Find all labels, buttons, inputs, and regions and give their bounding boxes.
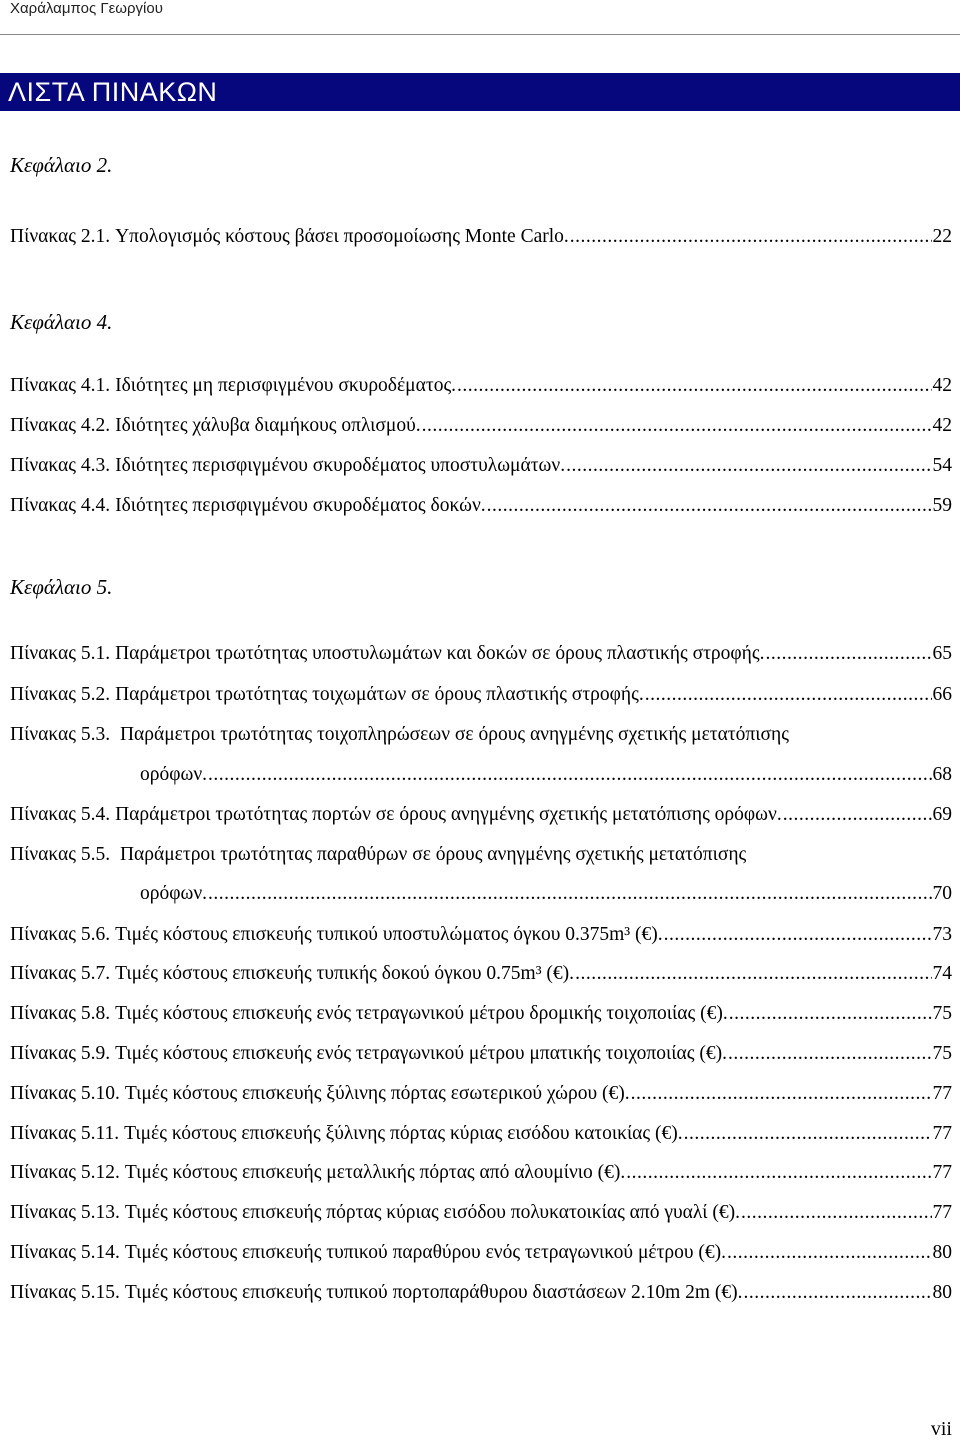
dot-leader xyxy=(664,924,932,946)
table-label: Πίνακας 4.3. xyxy=(10,455,111,476)
table-label: Πίνακας 2.1. xyxy=(10,226,111,247)
table-title: Παράμετροι τρωτότητας τοιχοπληρώσεων σε όρους ανηγμένης σχετικής μετατόπισης xyxy=(119,724,789,745)
dot-leader xyxy=(729,1003,932,1025)
toc-entry[interactable] xyxy=(10,1282,952,1304)
table-title: Ιδιότητες μη περισφιγμένου σκυροδέματος. xyxy=(115,375,457,396)
page-ref: 66 xyxy=(932,684,952,705)
dot-leader xyxy=(744,1282,932,1304)
table-title: Τιμές κόστους επισκευής τυπικού υποστυλώματος όγκου 0.375m³ (€). xyxy=(115,924,663,945)
dot-leader xyxy=(208,883,931,905)
table-title: Τιμές κόστους επισκευής ξύλινης πόρτας εσωτερικού χώρου (€). xyxy=(124,1083,630,1104)
table-label: Πίνακας 5.3. xyxy=(10,724,111,745)
toc-entry[interactable] xyxy=(10,1162,952,1184)
dot-leader xyxy=(783,804,932,826)
table-title: Τιμές κόστους επισκευής πόρτας κύριας εισόδου πολυκατοικίας από γυαλί (€). xyxy=(124,1202,741,1223)
table-label: Πίνακας 4.2. xyxy=(10,415,111,436)
table-label: Πίνακας 5.6. xyxy=(10,924,111,945)
table-label: Πίνακας 5.9. xyxy=(10,1043,111,1064)
table-label: Πίνακας 5.4. xyxy=(10,804,111,825)
table-title: Τιμές κόστους επισκευής ξύλινης πόρτας κύριας εισόδου κατοικίας (€). xyxy=(124,1123,683,1144)
dot-leader xyxy=(684,1123,932,1145)
table-label: Πίνακας 5.13. xyxy=(10,1202,120,1223)
table-title-continuation: ορόφων. xyxy=(140,883,208,904)
chapter-heading: Κεφάλαιο 2. xyxy=(10,153,113,177)
dot-leader xyxy=(727,1242,931,1264)
table-title: Τιμές κόστους επισκευής ενός τετραγωνικού μέτρου μπατικής τοιχοποιίας (€). xyxy=(115,1043,727,1064)
toc-entry[interactable] xyxy=(10,643,952,665)
page-ref: 74 xyxy=(932,963,952,984)
toc-entry[interactable] xyxy=(10,1043,952,1065)
page-ref: 73 xyxy=(932,924,952,945)
table-label: Πίνακας 5.15. xyxy=(10,1282,120,1303)
dot-leader xyxy=(422,415,932,437)
table-title: Ιδιότητες χάλυβα διαμήκους οπλισμού. xyxy=(115,415,421,436)
table-label: Πίνακας 5.2. xyxy=(10,684,111,705)
page-ref: 77 xyxy=(932,1123,952,1144)
table-title: Υπολογισμός κόστους βάσει προσομοίωσης Monte Carlo. xyxy=(115,226,569,247)
toc-entry[interactable] xyxy=(10,724,952,746)
toc-entry[interactable] xyxy=(10,1202,952,1224)
page-ref: 77 xyxy=(932,1162,952,1183)
table-label: Πίνακας 5.7. xyxy=(10,963,111,984)
page-ref: 80 xyxy=(932,1242,952,1263)
toc-entry[interactable] xyxy=(10,684,952,706)
dot-leader xyxy=(645,684,932,706)
table-title: Παράμετροι τρωτότητας υποστυλωμάτων και δοκών σε όρους πλαστικής στροφής. xyxy=(115,643,765,664)
toc-entry[interactable] xyxy=(10,495,952,517)
dot-leader xyxy=(575,963,931,985)
table-title: Παράμετροι τρωτότητας τοιχωμάτων σε όρους πλαστικής στροφής. xyxy=(115,684,644,705)
page-title: ΛΙΣΤΑ ΠΙΝΑΚΩΝ xyxy=(0,73,960,111)
table-title: Παράμετροι τρωτότητας πορτών σε όρους ανηγμένης σχετικής μετατόπισης ορόφων. xyxy=(115,804,782,825)
table-label: Πίνακας 5.5. xyxy=(10,844,111,865)
dot-leader xyxy=(457,375,931,397)
page-number: vii xyxy=(930,1418,952,1440)
table-label: Πίνακας 4.4. xyxy=(10,495,111,516)
table-title: Τιμές κόστους επισκευής μεταλλικής πόρτας από αλουμίνιο (€). xyxy=(124,1162,626,1183)
toc-entry-continuation[interactable] xyxy=(140,883,952,905)
table-title: Παράμετροι τρωτότητας παραθύρων σε όρους ανηγμένης σχετικής μετατόπισης xyxy=(119,844,747,865)
table-title: Τιμές κόστους επισκευής τυπικού παραθύρου ενός τετραγωνικού μέτρου (€). xyxy=(124,1242,727,1263)
page-ref: 69 xyxy=(932,804,952,825)
table-title-continuation: ορόφων. xyxy=(140,764,208,785)
dot-leader xyxy=(626,1162,931,1184)
table-title: Ιδιότητες περισφιγμένου σκυροδέματος δοκών. xyxy=(115,495,486,516)
header-divider xyxy=(0,34,960,35)
dot-leader xyxy=(765,643,931,665)
page-ref: 42 xyxy=(932,415,952,436)
dot-leader xyxy=(570,226,932,248)
table-label: Πίνακας 5.8. xyxy=(10,1003,111,1024)
page-ref: 65 xyxy=(932,643,952,664)
toc-entry[interactable] xyxy=(10,963,952,985)
toc-entry[interactable] xyxy=(10,804,952,826)
table-label: Πίνακας 5.14. xyxy=(10,1242,120,1263)
toc-entry[interactable] xyxy=(10,1242,952,1264)
dot-leader xyxy=(566,455,931,477)
dot-leader xyxy=(741,1202,931,1224)
page-ref: 59 xyxy=(932,495,952,516)
toc-entry[interactable] xyxy=(10,455,952,477)
page-ref: 54 xyxy=(932,455,952,476)
page-ref: 75 xyxy=(932,1043,952,1064)
toc-entry[interactable] xyxy=(10,924,952,946)
table-title: Τιμές κόστους επισκευής ενός τετραγωνικού μέτρου δρομικής τοιχοποιίας (€). xyxy=(115,1003,728,1024)
table-label: Πίνακας 4.1. xyxy=(10,375,111,396)
chapter-heading: Κεφάλαιο 4. xyxy=(10,310,113,334)
page-ref: 70 xyxy=(932,883,952,904)
toc-entry[interactable] xyxy=(10,226,952,248)
page-ref: 68 xyxy=(932,764,952,785)
table-label: Πίνακας 5.1. xyxy=(10,643,111,664)
page-ref: 42 xyxy=(932,375,952,396)
table-title: Ιδιότητες περισφιγμένου σκυροδέματος υποστυλωμάτων. xyxy=(115,455,566,476)
toc-entry[interactable] xyxy=(10,844,952,866)
toc-entry[interactable] xyxy=(10,1083,952,1105)
table-title: Τιμές κόστους επισκευής τυπικού πορτοπαράθυρου διαστάσεων 2.10m 2m (€). xyxy=(124,1282,743,1303)
table-title: Τιμές κόστους επισκευής τυπικής δοκού όγκου 0.75m³ (€). xyxy=(115,963,575,984)
page-ref: 22 xyxy=(932,226,952,247)
page-ref: 80 xyxy=(932,1282,952,1303)
dot-leader xyxy=(631,1083,932,1105)
chapter-heading: Κεφάλαιο 5. xyxy=(10,575,113,599)
toc-entry[interactable] xyxy=(10,1123,952,1145)
page-ref: 75 xyxy=(932,1003,952,1024)
dot-leader xyxy=(208,764,931,786)
toc-entry-continuation[interactable] xyxy=(140,764,952,786)
toc-entry[interactable] xyxy=(10,415,952,437)
toc-entry[interactable] xyxy=(10,1003,952,1025)
dot-leader xyxy=(728,1043,932,1065)
page-ref: 77 xyxy=(932,1202,952,1223)
dot-leader xyxy=(487,495,932,517)
table-label: Πίνακας 5.11. xyxy=(10,1123,120,1144)
toc-entry[interactable] xyxy=(10,375,952,397)
running-header: Χαράλαμπος Γεωργίου xyxy=(10,0,163,17)
table-label: Πίνακας 5.12. xyxy=(10,1162,120,1183)
page-ref: 77 xyxy=(932,1083,952,1104)
table-label: Πίνακας 5.10. xyxy=(10,1083,120,1104)
